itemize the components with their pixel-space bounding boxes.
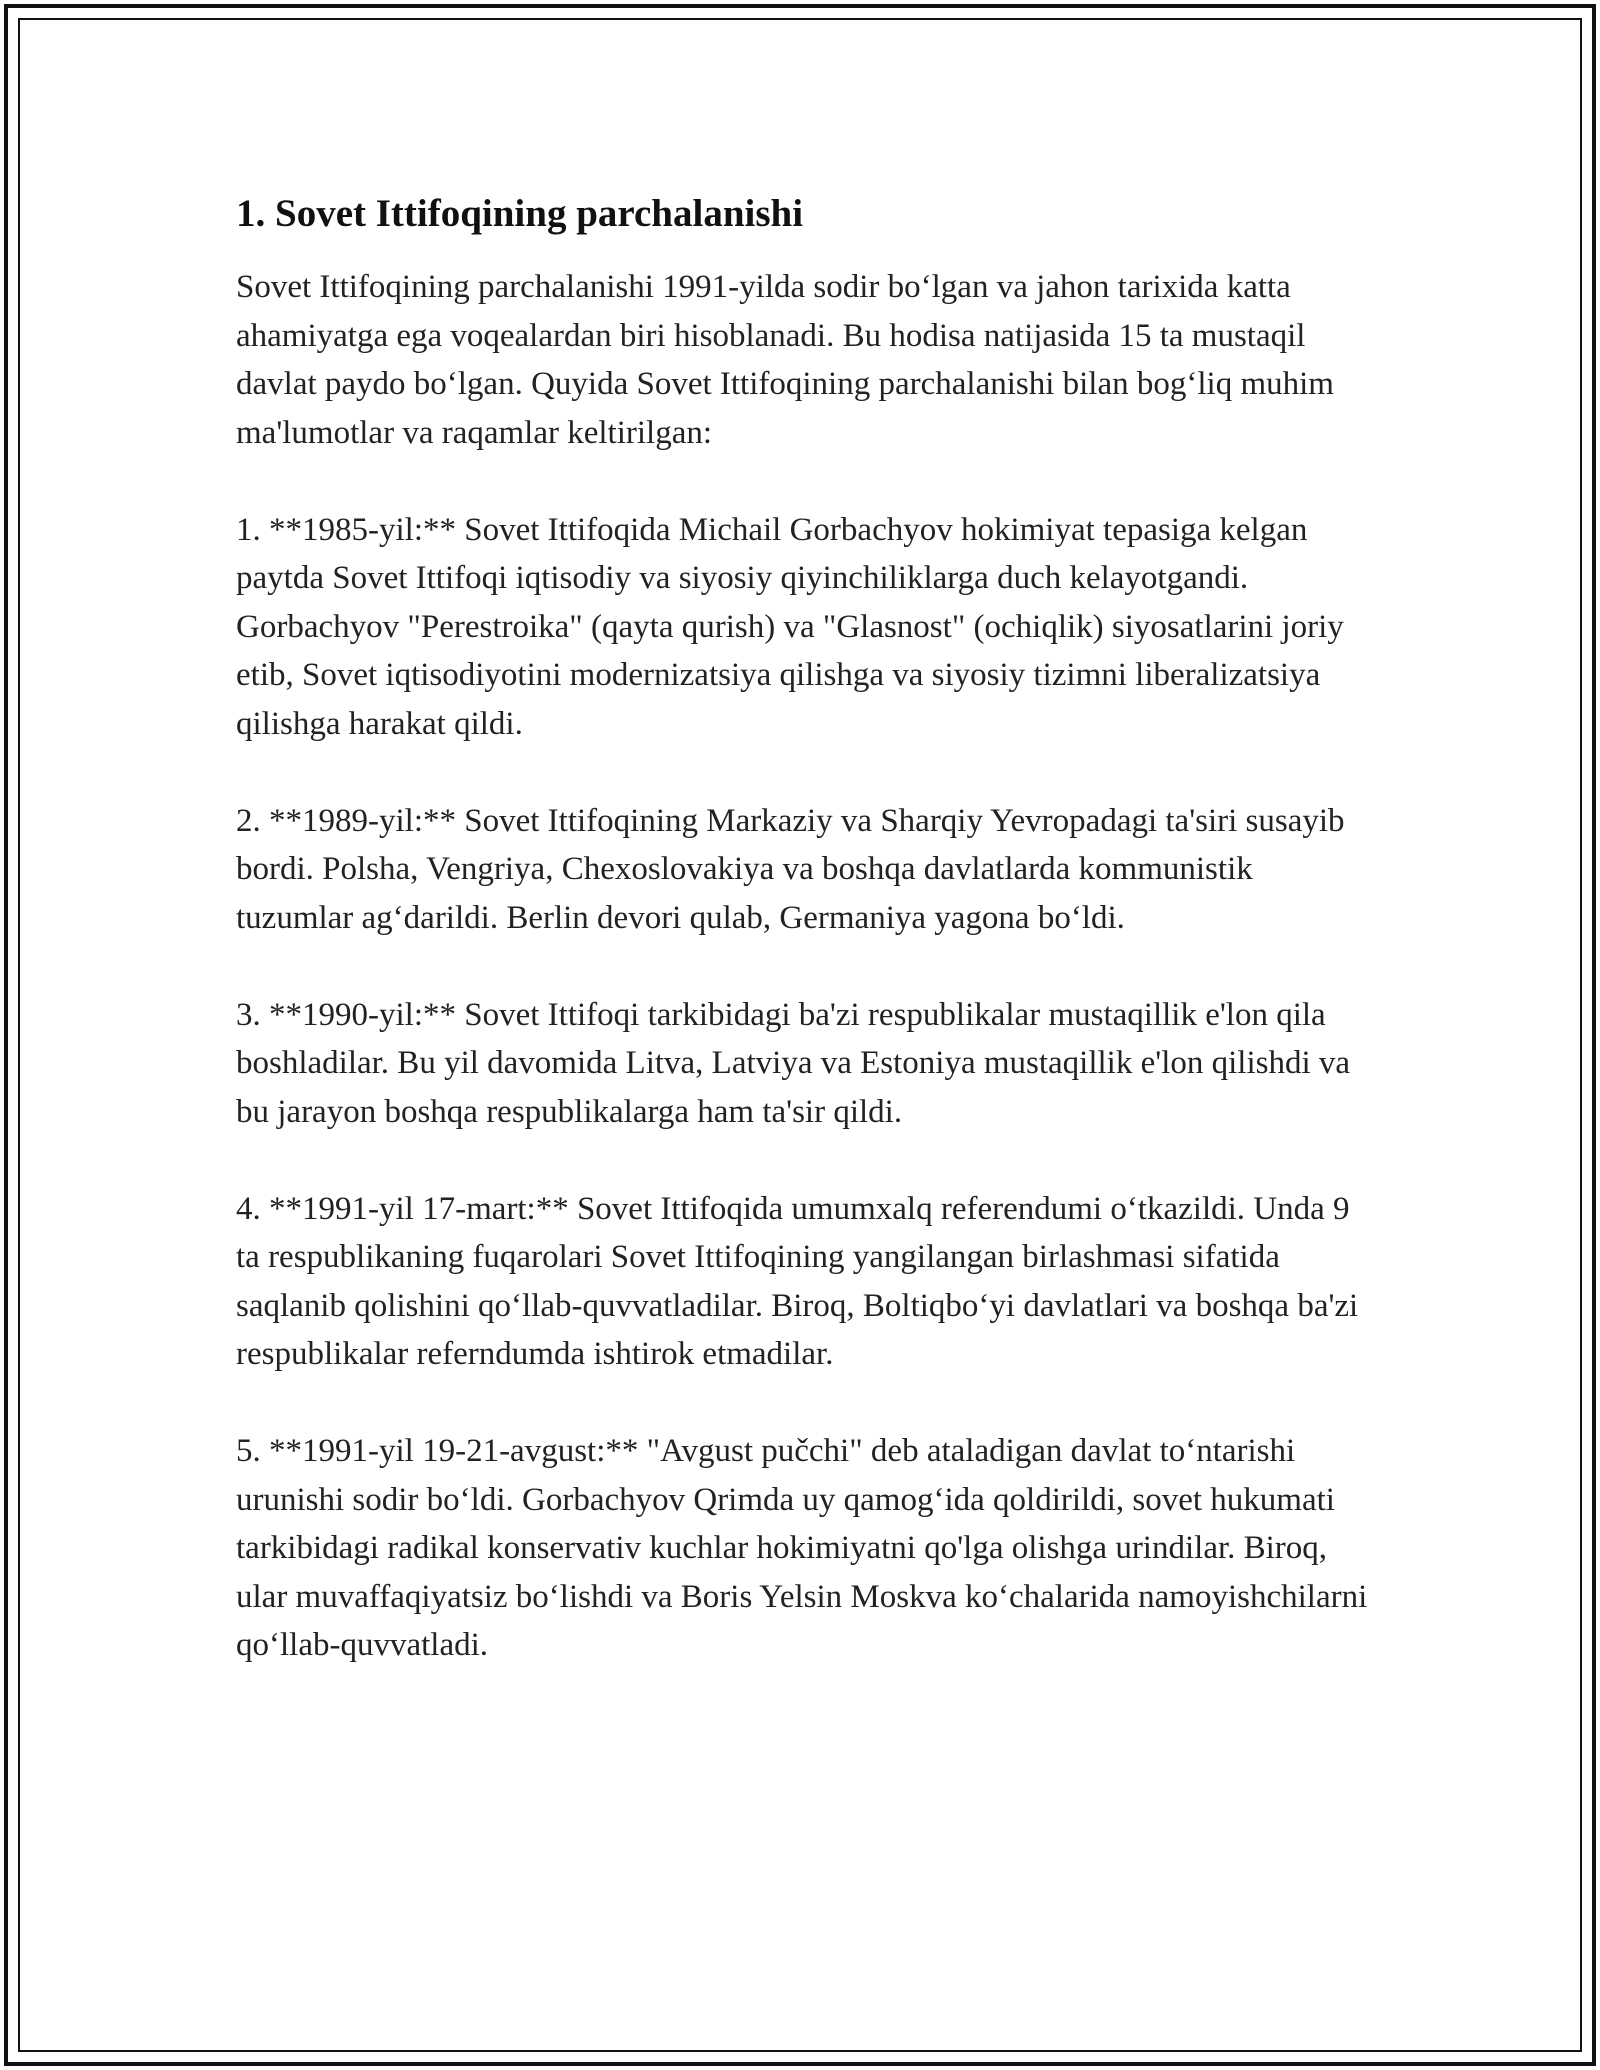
intro-paragraph: Sovet Ittifoqining parchalanishi 1991-yilda sodir bo‘lgan va jahon tarixida katta ahamiyatga ega voqealardan biri hisoblanadi. Bu hodisa natijasida 15 ta mustaqil davlat paydo bo‘lgan. Quyida Sovet Ittifoqining parchalanishi bilan bog‘liq muhim ma'lumotlar va raqamlar keltirilgan: bbox=[236, 269, 1334, 451]
document-title: 1. Sovet Ittifoqining parchalanishi bbox=[236, 192, 804, 235]
list-item-1989: 2. **1989-yil:** Sovet Ittifoqining Markaziy va Sharqiy Yevropadagi ta'siri susayib bordi. Polsha, Vengriya, Chexoslovakiya va boshqa davlatlarda kommunistik tuzumlar ag‘darildi. Berlin devori qulab, Germaniya yagona bo‘ldi. bbox=[236, 802, 1345, 936]
document-body bbox=[236, 188, 1376, 1718]
list-item-1991-august: 5. **1991-yil 19-21-avgust:** "Avgust pučchi" deb ataladigan davlat to‘ntarishi urunishi sodir bo‘ldi. Gorbachyov Qrimda uy qamog‘ida qoldirildi, sovet hukumati tarkibidagi radikal konservativ kuchlar hokimiyatni qo'lga olishga urindilar. Biroq, ular muvaffaqiyatsiz bo‘lishdi va Boris Yelsin Moskva ko‘chalarida namoyishchilarni qo‘llab-quvvatladi. bbox=[236, 1433, 1368, 1663]
list-item-1990: 3. **1990-yil:** Sovet Ittifoqi tarkibidagi ba'zi respublikalar mustaqillik e'lon qila boshladilar. Bu yil davomida Litva, Latviya va Estoniya mustaqillik e'lon qilishdi va bu jarayon boshqa respublikalarga ham ta'sir qildi. bbox=[236, 996, 1351, 1130]
list-item-1985: 1. **1985-yil:** Sovet Ittifoqida Michail Gorbachyov hokimiyat tepasiga kelgan paytda Sovet Ittifoqi iqtisodiy va siyosiy qiyinchiliklarga duch kelayotgandi. Gorbachyov "Perestroika" (qayta qurish) va "Glasnost" (ochiqlik) siyosatlarini joriy etib, Sovet iqtisodiyotini modernizatsiya qilishga va siyosiy tizimni liberalizatsiya qilishga harakat qildi. bbox=[236, 511, 1344, 742]
list-item-1991-march: 4. **1991-yil 17-mart:** Sovet Ittifoqida umumxalq referendumi o‘tkazildi. Unda 9 ta respublikaning fuqarolari Sovet Ittifoqining yangilangan birlashmasi sifatida saqlanib qolishini qo‘llab-quvvatladilar. Biroq, Boltiqbo‘yi davlatlari va boshqa ba'zi respublikalar referndumda ishtirok etmadilar. bbox=[236, 1190, 1359, 1372]
